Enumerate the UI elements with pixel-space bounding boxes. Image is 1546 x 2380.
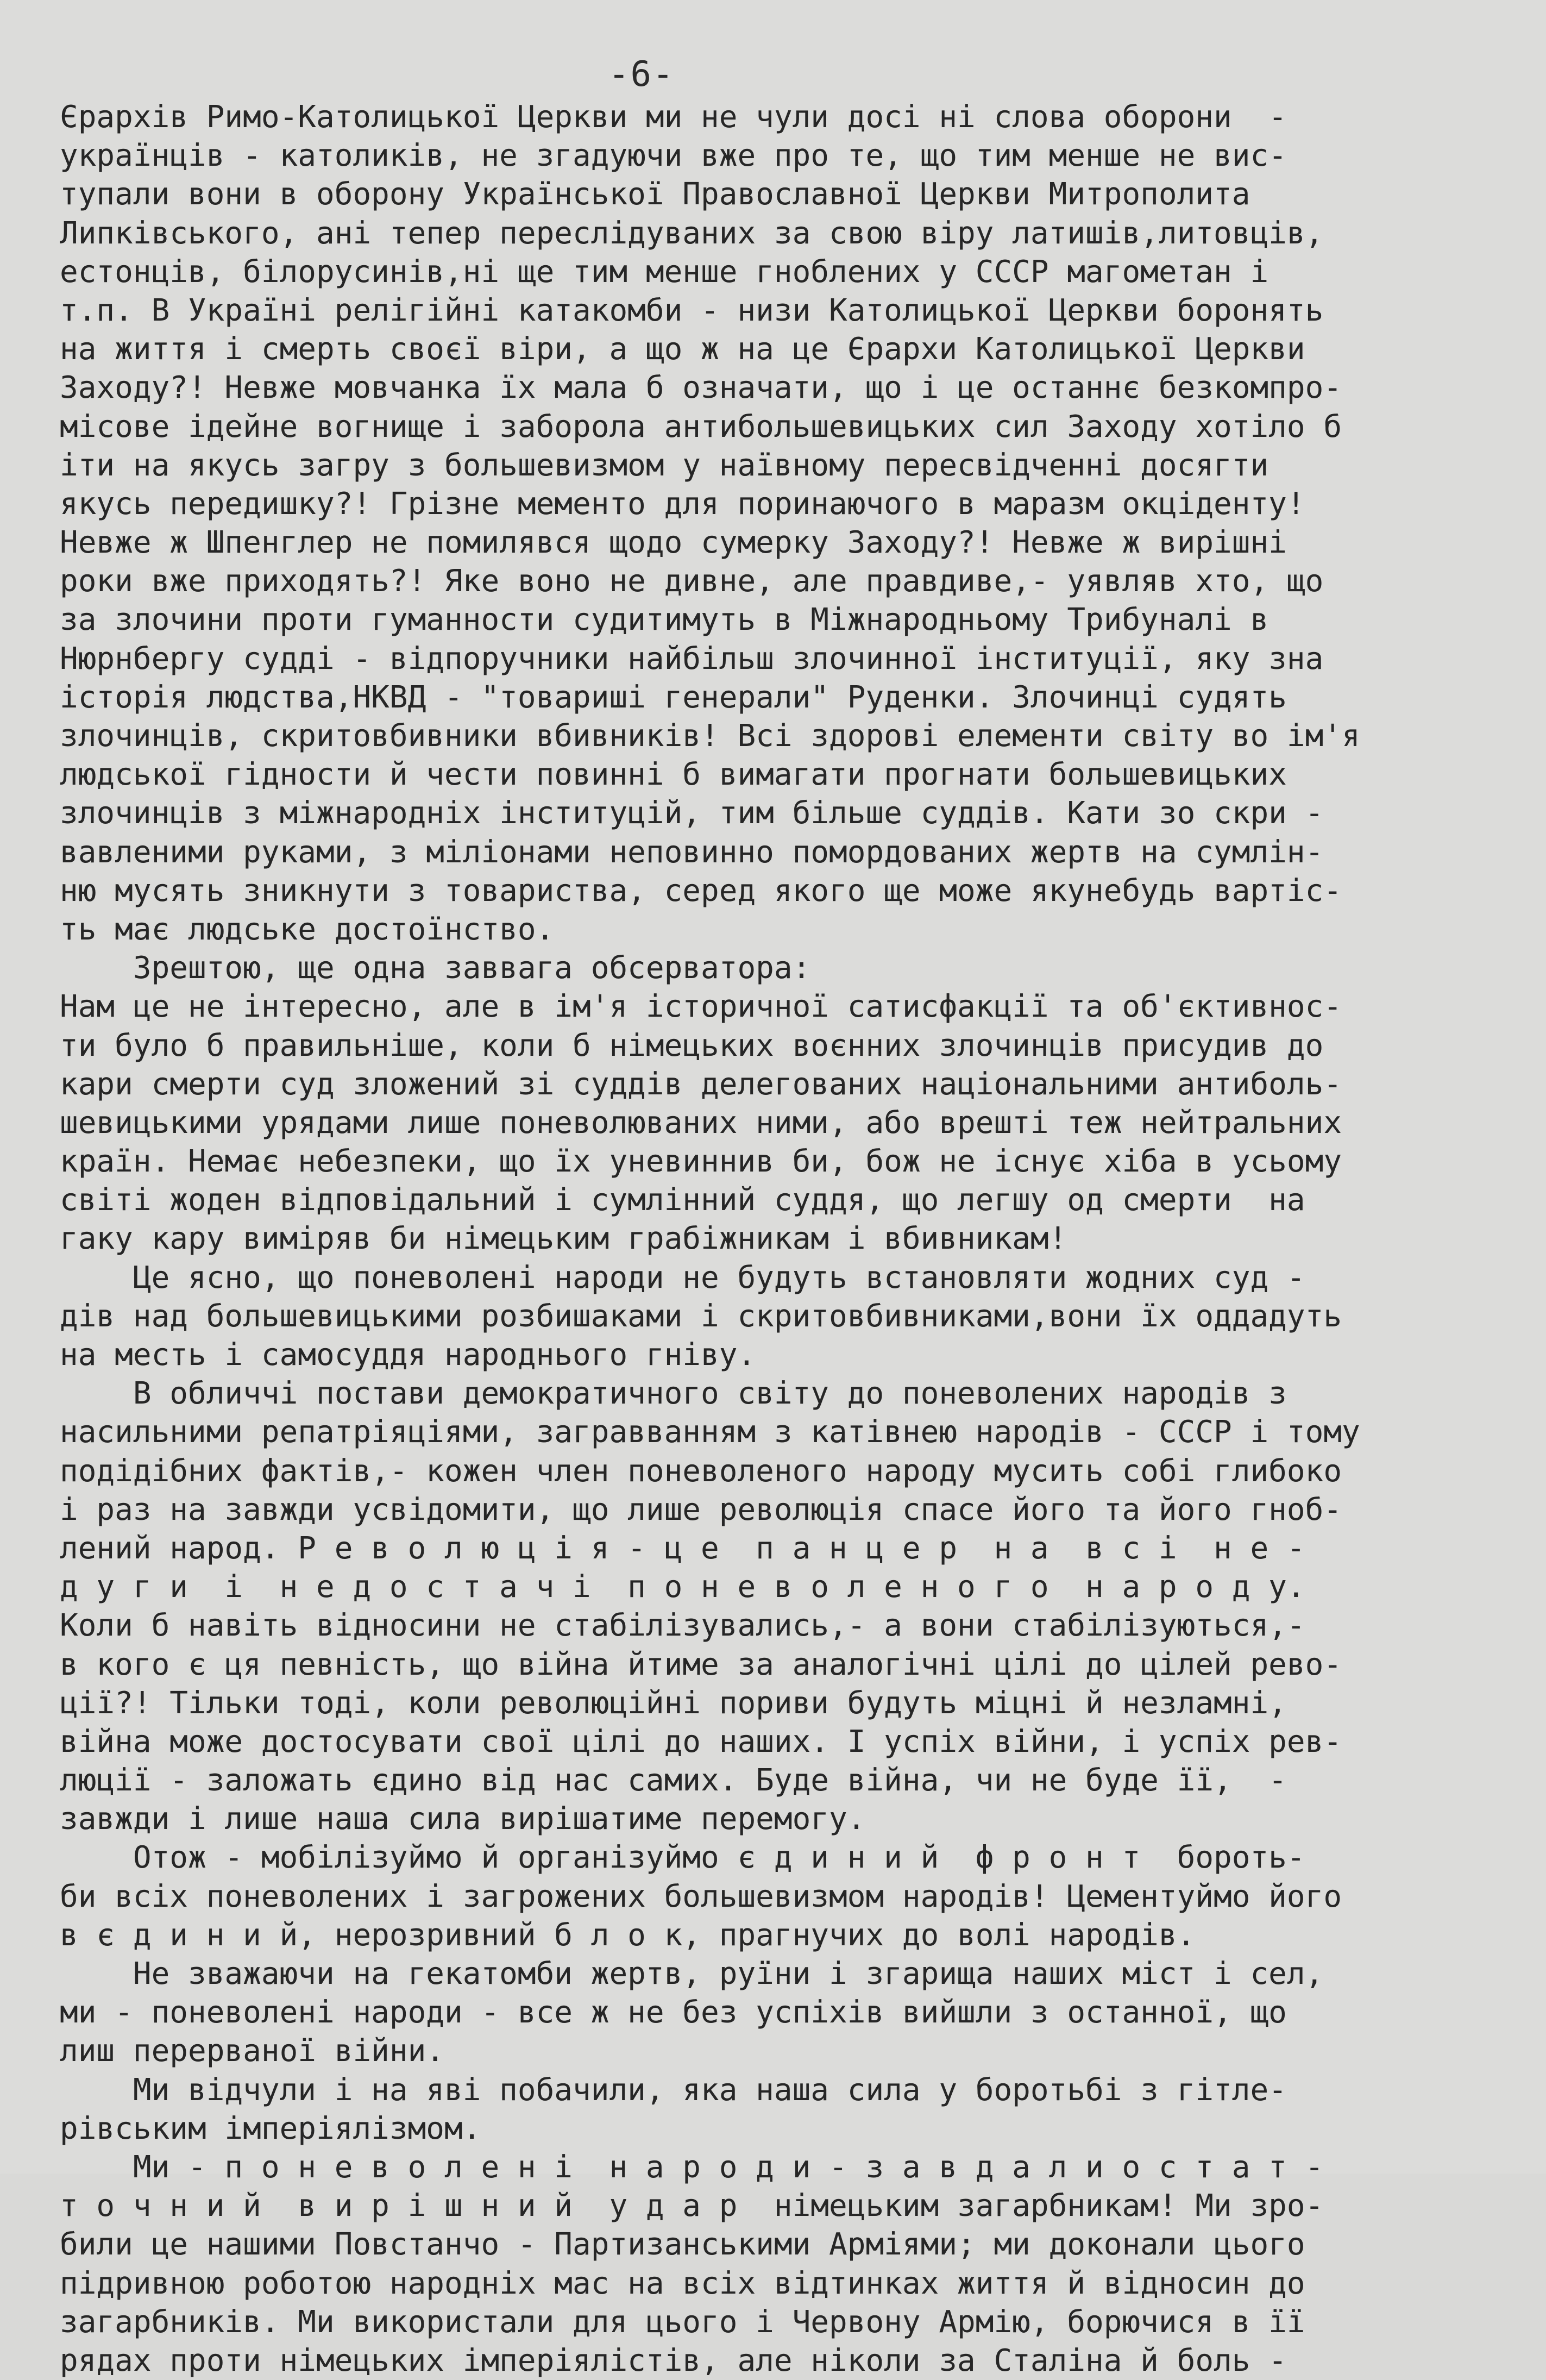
text-line: за злочини проти гуманности судитимуть в Міжнародньому Трибуналі в bbox=[60, 602, 1269, 638]
text-line: іти на якусь загру з большевизмом у наївному пересвідченні досягти bbox=[60, 447, 1269, 483]
text-line: світі жоден відповідальний і сумлінний суддя, що легшу од смерти на bbox=[60, 1182, 1305, 1218]
text-line: країн. Немає небезпеки, що їх уневиннив би, бож не існує хіба в усьому bbox=[60, 1144, 1342, 1180]
text-line: на життя і смерть своєї віри, а що ж на це Єрархи Католицької Церкви bbox=[60, 331, 1305, 367]
text-line: і раз на завжди усвідомити, що лише революція спасе його та його гноб- bbox=[60, 1492, 1342, 1527]
page-number: -6- bbox=[608, 54, 675, 95]
text-line: Липківського, ані тепер переслідуваних за свою віру латишів,литовців, bbox=[60, 215, 1324, 251]
text-line: били це нашими Повстанчо - Партизанськими Арміями; ми доконали цього bbox=[60, 2227, 1305, 2263]
text-line: ню мусять зникнути з товариства, серед якого ще може якунебудь вартіс- bbox=[60, 873, 1342, 909]
text-line: історія людства,НКВД - "товариші генерали" Руденки. Злочинці судять bbox=[60, 679, 1287, 715]
text-line: Невже ж Шпенглер не помилявся щодо сумерку Заходу?! Невже ж вирішні bbox=[60, 525, 1287, 561]
text-line: тупали вони в оборону Української Православної Церкви Митрополита bbox=[60, 177, 1250, 212]
text-line: підривною роботою народніх мас на всіх відтинках життя й відносин до bbox=[60, 2265, 1305, 2301]
text-line: завжди і лише наша сила вирішатиме перемогу. bbox=[60, 1801, 866, 1837]
text-line: насильними репатріяціями, загравванням з катівнею народів - СССР і тому bbox=[60, 1414, 1360, 1450]
text-line: Ми відчули і на яві побачили, яка наша сила у боротьбі з гітле- bbox=[60, 2072, 1287, 2108]
text-line: д у г и і н е д о с т а ч і п о н е в о л е н о г о н а р о д у. bbox=[60, 1569, 1305, 1605]
text-line: загарбників. Ми використали для цього і Червону Армію, борючися в її bbox=[60, 2304, 1305, 2340]
text-line: подідібних фактів,- кожен член поневоленого народу мусить собі глибоко bbox=[60, 1453, 1342, 1489]
text-line: Ми - п о н е в о л е н і н а р о д и - з а в д а л и о с т а т - bbox=[60, 2149, 1324, 2185]
text-line: людської гідности й чести повинні б вимагати прогнати большевицьких bbox=[60, 757, 1287, 793]
text-line: ми - поневолені народи - все ж не без успіхів вийшли з останної, що bbox=[60, 1995, 1287, 2031]
text-line: злочинців з міжнародніх інституцій, тим більше суддів. Кати зо скри - bbox=[60, 796, 1324, 831]
text-line: Зрештою, ще одна заввага обсерватора: bbox=[60, 950, 811, 986]
text-line: В обличчі постави демократичного світу до поневолених народів з bbox=[60, 1376, 1287, 1412]
text-line: лиш перерваної війни. bbox=[60, 2033, 445, 2069]
text-line: Заходу?! Невже мовчанка їх мала б означати, що і це останнє безкомпро- bbox=[60, 370, 1342, 406]
text-line: злочинців, скритовбивники вбивників! Всі здорові елементи світу во ім'я bbox=[60, 718, 1360, 754]
text-line: війна може достосувати свої цілі до наших. І успіх війни, і успіх рев- bbox=[60, 1724, 1342, 1759]
text-line: лений народ. Р е в о л ю ц і я - ц е п а н ц е р н а в с і н е - bbox=[60, 1530, 1305, 1566]
text-line: в є д и н и й, нерозривний б л о к, прагнучих до волі народів. bbox=[60, 1917, 1196, 1953]
text-line: українців - католиків, не згадуючи вже про те, що тим менше не вис- bbox=[60, 138, 1287, 174]
text-line: на месть і самосуддя народнього гніву. bbox=[60, 1337, 756, 1373]
text-line: т о ч н и й в и р і ш н и й у д а р німецьким загарбникам! Ми зро- bbox=[60, 2188, 1324, 2224]
text-line: Отож - мобілізуймо й організуймо є д и н и й ф р о н т бороть- bbox=[60, 1840, 1305, 1876]
typewritten-text-body bbox=[60, 98, 1505, 2380]
text-line: в кого є ця певність, що війна йтиме за аналогічні цілі до цілей рево- bbox=[60, 1646, 1342, 1682]
text-line: дів над большевицькими розбишаками і скритовбивниками,вони їх оддадуть bbox=[60, 1298, 1342, 1334]
text-line: Єрархів Римо-Католицької Церкви ми не чули досі ні слова оборони - bbox=[60, 99, 1287, 135]
text-line: якусь передишку?! Грізне мементо для поринаючого в маразм окціденту! bbox=[60, 486, 1305, 522]
text-line: шевицькими урядами лише поневолюваних ними, або врешті теж нейтральних bbox=[60, 1105, 1342, 1141]
text-line: роки вже приходять?! Яке воно не дивне, але правдиве,- уявляв хто, що bbox=[60, 563, 1324, 599]
text-line: Коли б навіть відносини не стабілізувались,- а вони стабілізуються,- bbox=[60, 1608, 1305, 1644]
text-line: рівським імперіялізмом. bbox=[60, 2110, 481, 2146]
text-line: ть має людське достоїнство. bbox=[60, 911, 555, 947]
text-line: т.п. В Україні релігійні катакомби - низи Католицької Церкви боронять bbox=[60, 292, 1324, 328]
text-line: ції?! Тільки тоді, коли революційні пориви будуть міцні й незламні, bbox=[60, 1685, 1287, 1721]
text-line: ти було б правильніше, коли б німецьких воєнних злочинців присудив до bbox=[60, 1028, 1324, 1063]
text-line: би всіх поневолених і загрожених большевизмом народів! Цементуймо його bbox=[60, 1878, 1342, 1914]
text-line: Нюрнбергу судді - відпоручники найбільш злочинної інституції, яку зна bbox=[60, 641, 1324, 677]
text-line: місове ідейне вогнище і заборола антибольшевицьких сил Заходу хотіло б bbox=[60, 409, 1342, 444]
text-line: естонців, білорусинів,ні ще тим менше гноблених у СССР магометан і bbox=[60, 254, 1269, 290]
text-line: вавленими руками, з міліонами неповинно помордованих жертв на сумлін- bbox=[60, 834, 1324, 870]
text-line: Це ясно, що поневолені народи не будуть встановляти жодних суд - bbox=[60, 1260, 1305, 1295]
text-line: Не зважаючи на гекатомби жертв, руїни і згарища наших міст і сел, bbox=[60, 1956, 1324, 1991]
text-line: Нам це не інтересно, але в ім'я історичної сатисфакції та об'єктивнос- bbox=[60, 989, 1342, 1025]
text-line: рядах проти німецьких імперіялістів, але ніколи за Сталіна й боль - bbox=[60, 2343, 1287, 2378]
text-line: люції - заложать єдино від нас самих. Буде війна, чи не буде її, - bbox=[60, 1763, 1287, 1799]
text-line: кари смерти суд зложений зі суддів делегованих національними антиболь- bbox=[60, 1066, 1342, 1102]
text-line: гаку кару виміряв би німецьким грабіжникам і вбивникам! bbox=[60, 1221, 1067, 1257]
